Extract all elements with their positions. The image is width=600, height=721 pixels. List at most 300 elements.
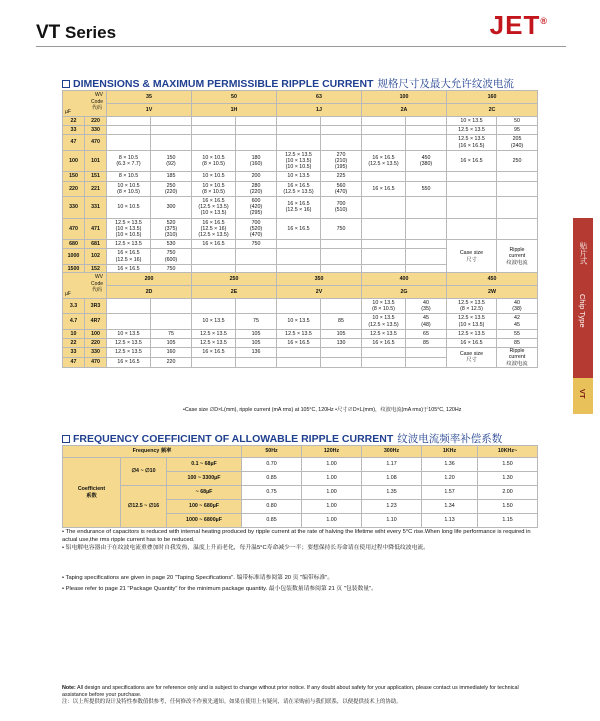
case-size-cell	[192, 126, 236, 135]
frequency-header-row	[63, 446, 538, 458]
ripple-current-cell	[321, 348, 362, 358]
ripple-current-cell: 40 (35)	[406, 299, 447, 314]
case-size-cell	[362, 126, 406, 135]
ripple-current-cell: 55	[497, 329, 538, 338]
series-word: Series	[60, 23, 117, 42]
section-title-cn: 纹波电流频率补偿系数	[397, 433, 503, 445]
t2-voltage-400: 400	[362, 273, 447, 286]
legend-case-size: Case size 尺寸	[447, 240, 497, 274]
capacitance-cell: 150	[63, 172, 85, 181]
coefficient-value-cell: 1.00	[302, 514, 362, 528]
code-cell: 3R3	[85, 299, 107, 314]
case-size-cell: 10 × 13.5	[107, 329, 151, 338]
case-diameter-cell: ∅4 ~ ∅10	[121, 458, 167, 486]
ripple-current-cell	[406, 196, 447, 218]
code-label: Code 代码	[91, 99, 103, 112]
case-size-cell	[362, 348, 406, 358]
ripple-current-cell: 205 (240)	[497, 135, 538, 150]
ripple-current-cell: 45 (48)	[406, 314, 447, 329]
case-size-cell: 10 × 13.5	[192, 314, 236, 329]
ripple-current-cell	[321, 240, 362, 249]
ripple-current-cell: 270 (210) (195)	[321, 150, 362, 172]
capacitance-cell: 680	[63, 240, 85, 249]
capacitance-cell: 470	[63, 218, 85, 240]
code-cell: 4R7	[85, 314, 107, 329]
case-size-cell: 12.5 × 13.5 (10 × 13.5) (10 × 10.5)	[107, 218, 151, 240]
coefficient-label: Coefficient 系数	[63, 458, 121, 528]
coefficient-value-cell: 1.57	[422, 486, 478, 500]
ripple-current-cell: 105	[151, 338, 192, 347]
case-size-cell	[362, 117, 406, 126]
case-size-cell: 12.5 × 13.5	[447, 126, 497, 135]
coefficient-value-cell: 0.75	[242, 486, 302, 500]
footer-note	[62, 685, 537, 706]
coefficient-value-cell: 1.50	[478, 458, 538, 472]
frequency-table-wrap	[62, 445, 538, 528]
ripple-current-cell	[406, 117, 447, 126]
ripple-current-cell: 225	[321, 172, 362, 181]
case-size-cell: 12.5 × 13.5	[107, 240, 151, 249]
case-size-cell: 16 × 16.5	[277, 338, 321, 347]
capacitance-cell: 10	[63, 329, 85, 338]
coefficient-value-cell: 1.13	[422, 514, 478, 528]
table-row	[63, 172, 538, 181]
t1-voltage-100: 100	[362, 91, 447, 104]
ripple-current-cell	[497, 181, 538, 196]
ripple-current-cell	[406, 249, 447, 264]
ripple-current-cell	[321, 126, 362, 135]
ripple-current-cell	[497, 196, 538, 218]
ripple-current-cell: 300	[151, 196, 192, 218]
case-size-cell: 12.5 × 13.5	[192, 329, 236, 338]
case-size-cell	[447, 172, 497, 181]
case-size-cell: 12.5 × 13.5 (8 × 12.5)	[447, 299, 497, 314]
t2-code-2W: 2W	[447, 286, 538, 299]
capacitance-range-cell: 100 ~ 3300µF	[167, 472, 242, 486]
case-diameter-cell: ∅12.5 ~ ∅16	[121, 486, 167, 528]
code-cell: 471	[85, 218, 107, 240]
table-row	[63, 218, 538, 240]
case-size-cell	[447, 181, 497, 196]
section-title-frequency	[62, 431, 502, 446]
coefficient-value-cell: 1.00	[302, 458, 362, 472]
coefficient-value-cell: 0.85	[242, 514, 302, 528]
ripple-current-cell: 95	[497, 126, 538, 135]
capacitance-cell: 4.7	[63, 314, 85, 329]
case-size-cell: 12.5 × 13.5	[277, 329, 321, 338]
t2-code-2D: 2D	[107, 286, 192, 299]
case-size-cell: 10 × 10.5 (8 × 10.5)	[192, 150, 236, 172]
capacitance-cell: 33	[63, 348, 85, 358]
ripple-current-cell: 160	[151, 348, 192, 358]
t1-code-2A: 2A	[362, 104, 447, 117]
header-divider	[36, 46, 566, 47]
note-quantity-text: Please refer to page 21 "Package Quantity" for the minimum package quantity. 最小包装数量请参阅第 21 页 "包装数量"。	[65, 586, 377, 592]
table-row	[63, 181, 538, 196]
ripple-current-cell	[321, 117, 362, 126]
coefficient-value-cell: 2.00	[478, 486, 538, 500]
ripple-current-cell	[497, 172, 538, 181]
case-size-cell: 12.5 × 13.5	[107, 348, 151, 358]
ripple-current-cell	[236, 357, 277, 367]
legend-ripple-current: Ripple current 纹波电流	[497, 348, 538, 368]
capacitance-range-cell: 0.1 ~ 68µF	[167, 458, 242, 472]
case-size-cell	[362, 135, 406, 150]
t1-voltage-63: 63	[277, 91, 362, 104]
checkbox-icon	[62, 80, 70, 88]
capacitance-cell: 1500	[63, 264, 85, 273]
case-size-cell: 10 × 10.5 (8 × 10.5)	[107, 181, 151, 196]
case-size-cell: 10 × 13.5	[277, 314, 321, 329]
t1-voltage-50: 50	[192, 91, 277, 104]
dimensions-table-2	[62, 272, 538, 368]
logo-text: JET	[489, 10, 541, 40]
case-size-cell	[107, 299, 151, 314]
chip-type-label: Chip Type	[578, 294, 587, 328]
note-quantity: • Please refer to page 21 "Package Quantity" for the minimum package quantity. 最小包装数量请参阅第 21 页 "包装数量"。	[62, 586, 377, 592]
case-size-cell	[277, 126, 321, 135]
capacitance-cell: 220	[63, 181, 85, 196]
table-row	[63, 117, 538, 126]
ripple-current-cell: 550	[406, 181, 447, 196]
frequency-label: Frequency 频率	[63, 446, 242, 458]
case-size-cell	[107, 314, 151, 329]
ripple-current-cell	[406, 135, 447, 150]
dimensions-table-1-wrap	[62, 90, 538, 274]
coefficient-value-cell: 1.23	[362, 500, 422, 514]
case-size-footnote: •Case size ∅D×L(mm), ripple current (mA rms) at 105°C, 120Hz •尺寸∅D×L(mm)，纹波电流(mA rms)于105°C, 120Hz	[183, 407, 462, 413]
ripple-current-cell	[236, 126, 277, 135]
ripple-current-cell: 42 45	[497, 314, 538, 329]
ripple-current-cell: 600 (420) (295)	[236, 196, 277, 218]
case-size-cell: 10 × 10.5	[192, 172, 236, 181]
ripple-current-cell	[151, 135, 192, 150]
case-size-cell: 8 × 10.5	[107, 172, 151, 181]
case-size-cell: 16 × 16.5 (12.5 × 13.5)	[277, 181, 321, 196]
ripple-current-cell: 85	[321, 314, 362, 329]
coefficient-value-cell: 1.35	[362, 486, 422, 500]
code-cell: 152	[85, 264, 107, 273]
note-taping-text: Taping specifications are given in page 20 "Taping Specifications". 编带标准请参阅第 20 页 "编带标准"。	[65, 575, 334, 581]
case-size-cell	[277, 299, 321, 314]
code-cell: 101	[85, 150, 107, 172]
side-tab-vt	[573, 378, 593, 414]
uf-label: µF	[65, 108, 71, 115]
case-size-cell: 10 × 13.5 (8 × 10.5)	[362, 299, 406, 314]
ripple-current-cell: 250	[497, 150, 538, 172]
coefficient-value-cell: 1.00	[302, 486, 362, 500]
t1-code-2C: 2C	[447, 104, 538, 117]
ripple-current-cell	[236, 249, 277, 264]
table-row	[63, 299, 538, 314]
ripple-current-cell: 530	[151, 240, 192, 249]
header-row-voltage	[63, 91, 538, 104]
table-row	[63, 135, 538, 150]
table-row	[63, 348, 538, 358]
ripple-current-cell: 560 (470)	[321, 181, 362, 196]
ripple-current-cell: 85	[497, 338, 538, 347]
coefficient-value-cell: 1.00	[302, 472, 362, 486]
t1-corner-cell	[63, 91, 107, 117]
ripple-current-cell: 75	[151, 329, 192, 338]
t2-code-2G: 2G	[362, 286, 447, 299]
capacitance-cell: 3.3	[63, 299, 85, 314]
case-size-cell: 12.5 × 13.5	[107, 338, 151, 347]
table-row	[63, 240, 538, 249]
coefficient-value-cell: 1.30	[478, 472, 538, 486]
coefficient-value-cell: 1.08	[362, 472, 422, 486]
case-size-cell: 16 × 16.5 (12.5 × 16)	[277, 196, 321, 218]
t1-code-1J: 1J	[277, 104, 362, 117]
case-size-cell: 16 × 16.5 (12.5 × 13.5) (10 × 13.5)	[192, 196, 236, 218]
ripple-current-cell: 750 (600)	[151, 249, 192, 264]
case-size-cell: 16 × 16.5	[447, 150, 497, 172]
chip-type-cn-label: 贴片式	[579, 242, 588, 265]
table-row	[63, 329, 538, 338]
note-taping: • Taping specifications are given in page 20 "Taping Specifications". 编带标准请参阅第 20 页 "编带标准"。	[62, 575, 334, 581]
ripple-current-cell	[151, 314, 192, 329]
t2-voltage-200: 200	[107, 273, 192, 286]
case-size-cell	[277, 240, 321, 249]
case-size-cell: 16 × 16.5	[107, 357, 151, 367]
footer-note-en-text: All design and specifications are for reference only and is subject to change without prior notice. If any doubt about safety for your application, please contact us immediately for technical assistance before your purchase.	[62, 685, 519, 698]
checkbox-icon	[62, 435, 70, 443]
t1-code-1V: 1V	[107, 104, 192, 117]
case-size-cell: 16 × 16.5	[447, 338, 497, 347]
case-size-cell: 10 × 13.5	[447, 117, 497, 126]
ripple-current-cell	[236, 135, 277, 150]
ripple-current-cell: 85	[406, 338, 447, 347]
case-size-cell	[107, 117, 151, 126]
case-size-cell	[107, 135, 151, 150]
coefficient-value-cell: 1.15	[478, 514, 538, 528]
coefficient-value-cell: 1.34	[422, 500, 478, 514]
case-size-cell: 12.5 × 13.5	[192, 338, 236, 347]
capacitance-range-cell: ~ 68µF	[167, 486, 242, 500]
t2-code-2V: 2V	[277, 286, 362, 299]
capacitance-cell: 47	[63, 135, 85, 150]
capacitance-cell: 47	[63, 357, 85, 367]
capacitance-range-cell: 100 ~ 680µF	[167, 500, 242, 514]
section-title-text: FREQUENCY COEFFICIENT OF ALLOWABLE RIPPLE CURRENT	[73, 433, 394, 445]
case-size-cell: 16 × 16.5 (12.5 × 13.5)	[362, 150, 406, 172]
case-size-cell: 10 × 10.5 (8 × 10.5)	[192, 181, 236, 196]
section-title-dimensions	[62, 76, 514, 91]
table-row	[63, 486, 538, 500]
ripple-current-cell: 150 (92)	[151, 150, 192, 172]
capacitance-range-cell: 1000 ~ 6800µF	[167, 514, 242, 528]
case-size-cell	[362, 357, 406, 367]
coefficient-value-cell: 1.20	[422, 472, 478, 486]
ripple-current-cell: 105	[236, 338, 277, 347]
case-size-cell: 12.5 × 13.5 (10 × 13.5)	[447, 314, 497, 329]
case-size-cell: 12.5 × 13.5	[447, 329, 497, 338]
table-row	[63, 338, 538, 347]
dimensions-table-1	[62, 90, 538, 274]
coefficient-value-cell: 1.36	[422, 458, 478, 472]
t2-code-2E: 2E	[192, 286, 277, 299]
series-vt: VT	[36, 22, 61, 43]
case-size-cell: 12.5 × 13.5 (10 × 13.5) (10 × 10.5)	[277, 150, 321, 172]
footer-note-label: Note:	[62, 685, 76, 691]
ripple-current-cell: 280 (220)	[236, 181, 277, 196]
frequency-coefficient-table	[62, 445, 538, 528]
coefficient-value-cell: 1.10	[362, 514, 422, 528]
ripple-current-cell	[406, 348, 447, 358]
table-row	[63, 196, 538, 218]
code-cell: 102	[85, 249, 107, 264]
frequency-120Hz: 120Hz	[302, 446, 362, 458]
section-title-text: DIMENSIONS & MAXIMUM PERMISSIBLE RIPPLE CURRENT	[73, 78, 374, 90]
coefficient-value-cell: 0.70	[242, 458, 302, 472]
table-row	[63, 458, 538, 472]
case-size-cell	[447, 218, 497, 240]
footer-note-cn: 注：以上所提供的设计及特性参数值供参考，任何修改不作预先通知。如果在使用上有疑问，请在采购前与我们联系，以便提供技术上的协助。	[62, 699, 402, 705]
code-cell: 470	[85, 135, 107, 150]
case-size-cell: 12.5 × 13.5 (16 × 16.5)	[447, 135, 497, 150]
ripple-current-cell	[321, 249, 362, 264]
table-row	[63, 314, 538, 329]
case-size-cell: 16 × 16.5	[192, 240, 236, 249]
code-cell: 470	[85, 357, 107, 367]
case-size-cell	[277, 117, 321, 126]
ripple-current-cell	[497, 218, 538, 240]
coefficient-value-cell: 1.00	[302, 500, 362, 514]
case-size-cell	[277, 249, 321, 264]
wv-label: WV	[94, 92, 103, 98]
legend-ripple-current: Ripple current 纹波电流	[497, 240, 538, 274]
case-size-cell: 16 × 16.5	[277, 218, 321, 240]
t2-corner-cell	[63, 273, 107, 299]
case-size-cell: 16 × 16.5 (12.5 × 16) (12.5 × 13.5)	[192, 218, 236, 240]
code-cell: 151	[85, 172, 107, 181]
frequency-1KHz: 1KHz	[422, 446, 478, 458]
case-size-cell: 10 × 13.5	[277, 172, 321, 181]
case-size-cell	[362, 196, 406, 218]
case-size-cell: 10 × 13.5 (12.5 × 13.5)	[362, 314, 406, 329]
case-size-cell: 16 × 16.5 (12.5 × 16)	[107, 249, 151, 264]
t2-voltage-250: 250	[192, 273, 277, 286]
ripple-current-cell: 220	[151, 357, 192, 367]
case-size-cell	[362, 172, 406, 181]
code-cell: 681	[85, 240, 107, 249]
table-row	[63, 150, 538, 172]
ripple-current-cell: 750	[236, 240, 277, 249]
case-size-cell	[192, 299, 236, 314]
case-size-cell	[362, 240, 406, 249]
legend-case-size: Case size 尺寸	[447, 348, 497, 368]
note-endurance	[62, 528, 537, 552]
ripple-current-cell	[406, 172, 447, 181]
ripple-current-cell	[406, 357, 447, 367]
case-size-cell	[277, 135, 321, 150]
ripple-current-cell	[321, 299, 362, 314]
capacitance-cell: 100	[63, 150, 85, 172]
case-size-cell	[362, 249, 406, 264]
ripple-current-cell: 65	[406, 329, 447, 338]
ripple-current-cell: 40 (38)	[497, 299, 538, 314]
case-size-cell: 12.5 × 13.5	[362, 329, 406, 338]
ripple-current-cell: 136	[236, 348, 277, 358]
ripple-current-cell: 200	[236, 172, 277, 181]
ripple-current-cell	[236, 117, 277, 126]
case-size-cell: 8 × 10.5 (6.3 × 7.7)	[107, 150, 151, 172]
ripple-current-cell	[151, 126, 192, 135]
frequency-300Hz: 300Hz	[362, 446, 422, 458]
header-row-voltage	[63, 273, 538, 286]
capacitance-cell: 22	[63, 117, 85, 126]
ripple-current-cell	[406, 240, 447, 249]
jet-logo	[490, 10, 548, 41]
case-size-cell	[107, 126, 151, 135]
capacitance-cell: 330	[63, 196, 85, 218]
frequency-50Hz: 50Hz	[242, 446, 302, 458]
ripple-current-cell: 130	[321, 338, 362, 347]
ripple-current-cell	[406, 218, 447, 240]
ripple-current-cell: 75	[236, 314, 277, 329]
ripple-current-cell: 450 (380)	[406, 150, 447, 172]
case-size-cell: 10 × 10.5	[107, 196, 151, 218]
ripple-current-cell: 185	[151, 172, 192, 181]
note-endurance-cn: • 铝电解电容器由于在纹波电流重叠加时自我发热，温度上升而老化，每升温5°C寿命减少一半；要想保持长寿命请在使用过程中降低纹波电流。	[62, 545, 429, 551]
ripple-current-cell: 250 (220)	[151, 181, 192, 196]
ripple-current-cell: 180 (160)	[236, 150, 277, 172]
ripple-current-cell: 105	[236, 329, 277, 338]
t1-voltage-35: 35	[107, 91, 192, 104]
code-cell: 221	[85, 181, 107, 196]
capacitance-cell: 33	[63, 126, 85, 135]
ripple-current-cell: 700 (510)	[321, 196, 362, 218]
note-endurance-en: • The endurance of capacitors is reduced with internal heating produced by ripple current at the rate of halving the lifetime wiht every 5°C rise.When long life performance is required in actual use,the rms ripple current has to be reduced.	[62, 529, 531, 543]
note-endurance-en-text: The endurance of capacitors is reduced with internal heating produced by ripple current at the rate of halving the lifetime wiht every 5°C rise.When long life performance is required in actual use,the rms ripple current has to be reduced.	[62, 529, 531, 543]
table-row	[63, 126, 538, 135]
footer-note-en	[62, 685, 537, 699]
ripple-current-cell	[321, 135, 362, 150]
case-size-cell: 16 × 16.5	[192, 348, 236, 358]
dimensions-table-2-wrap	[62, 272, 538, 368]
side-tab-vt-label: VT	[578, 389, 587, 399]
case-size-cell: 16 × 16.5	[362, 338, 406, 347]
case-size-cell: 16 × 16.5	[107, 264, 151, 273]
case-size-cell	[192, 117, 236, 126]
ripple-current-cell	[236, 299, 277, 314]
ripple-current-cell: 520 (375) (310)	[151, 218, 192, 240]
coefficient-value-cell: 1.17	[362, 458, 422, 472]
code-label: Code 代码	[91, 281, 103, 294]
ripple-current-cell	[321, 357, 362, 367]
case-size-cell: 16 × 16.5	[362, 181, 406, 196]
section-title-cn: 规格尺寸及最大允许纹波电流	[377, 78, 514, 90]
case-size-cell	[192, 135, 236, 150]
ripple-current-cell	[151, 117, 192, 126]
case-size-cell	[277, 348, 321, 358]
ripple-current-cell: 700 (520) (470)	[236, 218, 277, 240]
coefficient-value-cell: 0.85	[242, 472, 302, 486]
frequency-10KHz~: 10KHz~	[478, 446, 538, 458]
code-cell: 330	[85, 348, 107, 358]
t1-code-1H: 1H	[192, 104, 277, 117]
code-cell: 100	[85, 329, 107, 338]
case-size-cell	[192, 357, 236, 367]
capacitance-cell: 22	[63, 338, 85, 347]
ripple-current-cell: 50	[497, 117, 538, 126]
t1-voltage-160: 160	[447, 91, 538, 104]
code-cell: 220	[85, 338, 107, 347]
case-size-cell	[192, 249, 236, 264]
case-size-cell	[277, 357, 321, 367]
wv-label: WV	[94, 274, 103, 280]
ripple-current-cell: 105	[321, 329, 362, 338]
